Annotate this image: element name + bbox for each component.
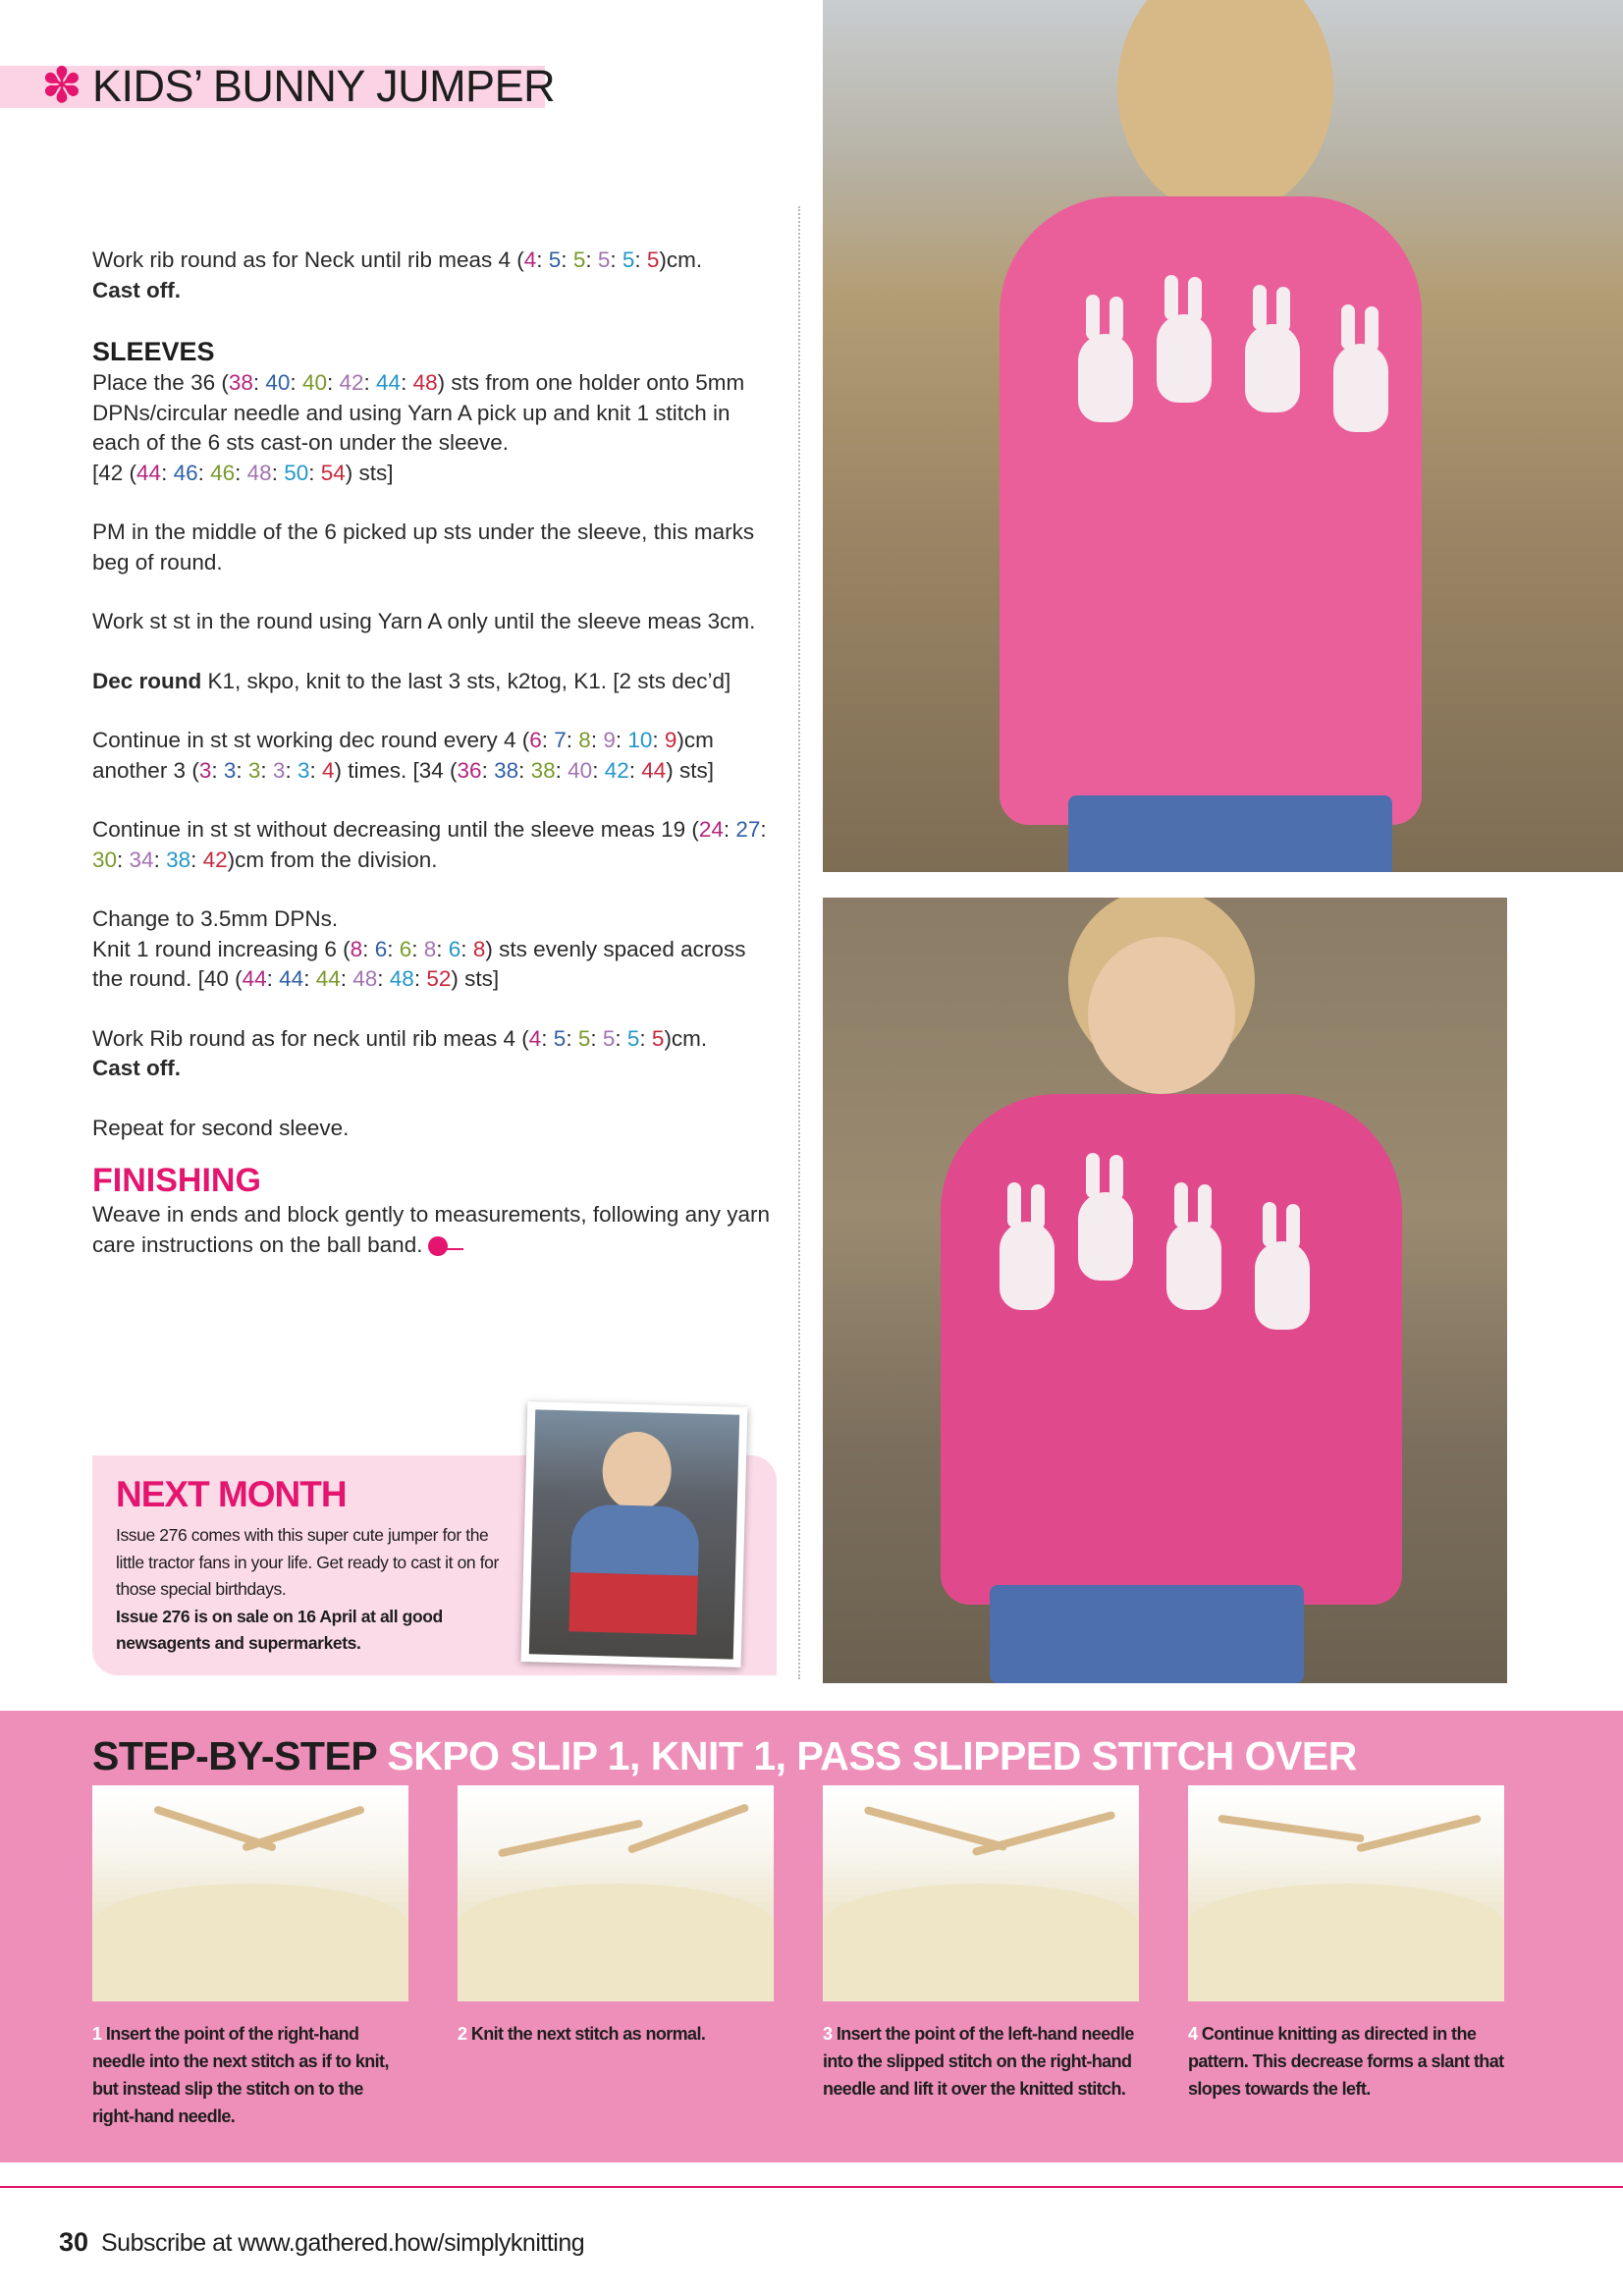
pattern-instructions xyxy=(92,246,780,1289)
next-month-text xyxy=(116,1522,509,1658)
sleeve-pickup-paragraph: Place the 36 (38: 40: 40: 42: 44: 48) sts from one holder onto 5mm DPNs/circular needle and using Yarn A pick up and knit 1 stitch in each of the 6 sts cast-on under the sleeve. xyxy=(92,370,745,455)
photo-jumper-top xyxy=(570,1503,700,1575)
neck-rib-paragraph: Work rib round as for Neck until rib meas 4 (4: 5: 5: 5: 5: 5)cm. xyxy=(92,247,703,272)
bunny-motif xyxy=(1157,314,1212,403)
repeat-sleeve-line: Repeat for second sleeve. xyxy=(92,1115,350,1140)
knitted-fabric xyxy=(823,1884,1139,2001)
cast-off-label: Cast off. xyxy=(92,1056,181,1080)
photo-face xyxy=(602,1431,673,1511)
sleeve-length-paragraph: Continue in st st without decreasing until the sleeve meas 19 (24: 27: 30: 34: 38: 42)cm from the division. xyxy=(92,817,767,872)
photo-boy-tractor-jumper xyxy=(529,1409,739,1659)
photo-hair xyxy=(1117,0,1333,216)
bunny-motif xyxy=(1166,1222,1221,1310)
step-4-caption: 4 Continue knitting as directed in the pattern. This decrease forms a slant that slopes towards the left. xyxy=(1188,2024,1504,2099)
place-marker-paragraph: PM in the middle of the 6 picked up sts under the sleeve, this marks beg of round. xyxy=(92,519,755,574)
step-3-caption: 3 Insert the point of the left-hand needle into the slipped stitch on the right-hand needle and lift it over the knitted stitch. xyxy=(823,2024,1134,2099)
change-needles-line: Change to 3.5mm DPNs. xyxy=(92,906,339,931)
cast-off-label: Cast off. xyxy=(92,277,181,302)
page-number: 30 xyxy=(59,2227,89,2257)
step-2-caption: 2 Knit the next stitch as normal. xyxy=(458,2024,706,2044)
needle xyxy=(627,1803,750,1854)
sleeves-heading: SLEEVES xyxy=(92,337,215,366)
step-1-caption: 1 Insert the point of the right-hand needle into the next stitch as if to knit, but instead slip the stitch on to the right-hand needle. xyxy=(92,2024,389,2126)
next-month-title: NEXT MONTH xyxy=(116,1474,347,1514)
photo-jeans xyxy=(1068,795,1392,872)
next-month-photo xyxy=(521,1401,748,1667)
knitted-fabric xyxy=(92,1884,408,2001)
bunny-motif xyxy=(1078,334,1133,422)
photo-face xyxy=(1088,937,1235,1094)
bunny-motif xyxy=(1000,1222,1055,1310)
photo-jeans xyxy=(990,1585,1304,1683)
needle xyxy=(242,1805,365,1852)
needle xyxy=(498,1819,643,1857)
bunny-motif xyxy=(1255,1241,1310,1330)
subscribe-link[interactable]: Subscribe at www.gathered.how/simplyknitting xyxy=(101,2229,585,2257)
needle xyxy=(1356,1814,1482,1852)
cuff-rib-paragraph: Work Rib round as for neck until rib meas 4 (4: 5: 5: 5: 5: 5)cm. xyxy=(92,1025,708,1051)
step-by-step-title xyxy=(92,1731,1357,1780)
finishing-heading: FINISHING xyxy=(92,1162,261,1199)
photo-jumper-bottom xyxy=(568,1572,698,1634)
needle xyxy=(972,1811,1116,1857)
page-title: KIDS’ BUNNY JUMPER xyxy=(92,61,556,111)
step-4-image xyxy=(1188,1785,1504,2001)
step-2-image xyxy=(458,1785,774,2001)
photo-girl-bunny-jumper-front xyxy=(823,898,1507,1683)
photo-jumper xyxy=(1000,196,1422,825)
needle xyxy=(1217,1815,1365,1843)
photo-girl-bunny-jumper-back xyxy=(823,0,1623,872)
bunny-motif xyxy=(1333,344,1388,432)
dec-round-paragraph: Dec round K1, skpo, knit to the last 3 sts, k2tog, K1. [2 sts dec’d] xyxy=(92,668,731,693)
photo-jumper xyxy=(941,1094,1402,1605)
finishing-paragraph: Weave in ends and block gently to measurements, following any yarn care instructions on the ball band. xyxy=(92,1202,770,1257)
yarn-ball-icon xyxy=(428,1236,448,1256)
sleeve-stitch-count: [42 (44: 46: 46: 48: 50: 54) sts] xyxy=(92,460,394,485)
technique-name: SKPO SLIP 1, KNIT 1, PASS SLIPPED STITCH OVER xyxy=(387,1733,1357,1778)
step-3-image xyxy=(823,1785,1139,2001)
stocking-stitch-paragraph: Work st st in the round using Yarn A only until the sleeve meas 3cm. xyxy=(92,609,756,633)
footer-rule xyxy=(0,2186,1623,2188)
knitted-fabric xyxy=(1188,1884,1504,2001)
bunny-motif xyxy=(1078,1192,1133,1281)
knitted-fabric xyxy=(458,1884,774,2001)
step-by-step-label: STEP-BY-STEP xyxy=(92,1733,377,1778)
asterisk-icon: ✽ xyxy=(41,57,82,114)
dec-continue-paragraph: Continue in st st working dec round every 4 (6: 7: 8: 9: 10: 9)cm another 3 (3: 3: 3: 3: 3: 4) times. [34 (36: 38: 38: 40: 42: 44) sts] xyxy=(92,728,715,783)
next-month-description: Issue 276 comes with this super cute jumper for the little tractor fans in your life. Get ready to cast it on for those special birthdays. xyxy=(116,1525,499,1599)
bunny-motif xyxy=(1245,324,1300,412)
column-divider xyxy=(798,206,800,1679)
step-1-image xyxy=(92,1785,408,2001)
increase-round-paragraph: Knit 1 round increasing 6 (8: 6: 6: 8: 6: 8) sts evenly spaced across the round. [40 (44: 44: 44: 48: 48: 52) sts] xyxy=(92,936,746,991)
next-month-on-sale: Issue 276 is on sale on 16 April at all good newsagents and supermarkets. xyxy=(116,1606,443,1653)
